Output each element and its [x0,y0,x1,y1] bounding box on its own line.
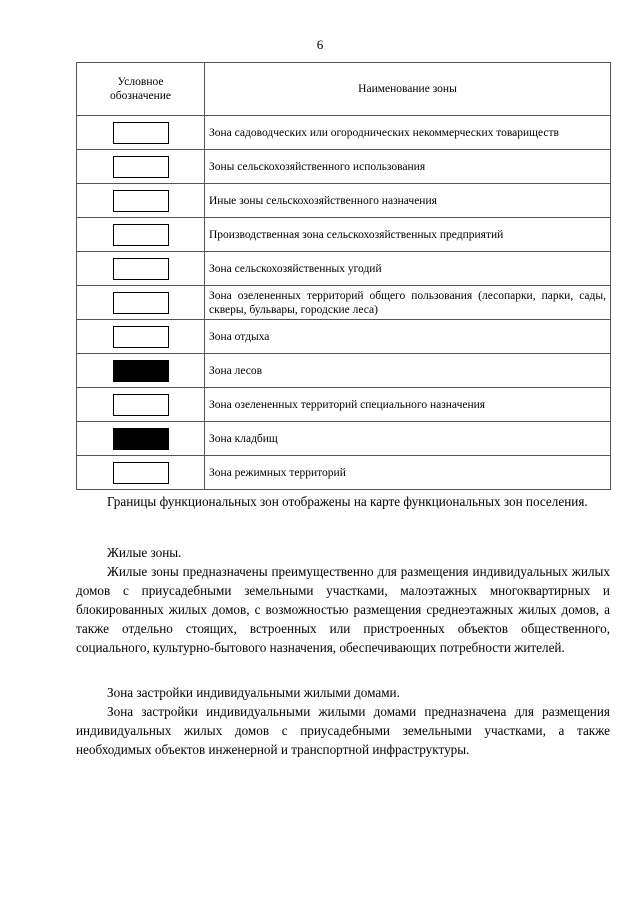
legend-zone-name: Зона отдыха [205,320,611,354]
outline-zone-swatch [113,156,169,178]
outline-zone-swatch [113,258,169,280]
legend-symbol-cell [77,252,205,286]
page-number: 6 [316,37,324,52]
outline-zone-swatch [113,326,169,348]
residential-zones-heading: Жилые зоны. [107,545,182,560]
legend-symbol-cell [77,116,205,150]
symbol-column-header: Условное обозначение [77,63,205,116]
residential-zones-paragraph: Жилые зоны предназначены преимущественно для размещения индивидуальных жилых домов с приусадебными земельными участками, малоэтажных многоквартирных и блокированных жилых домов, с возможностью размещения среднеэтажных жилых домов, а также отдельно стоящих, встроенных или пристроенных объектов общественного, социального, культурно-бытового назначения, обеспечивающих потребности жителей. [76,564,610,655]
outline-zone-swatch [113,394,169,416]
individual-housing-paragraph: Зона застройки индивидуальными жилыми домами предназначена для размещения индивидуальных жилых домов с приусадебными земельными участками, а также необходимых объектов инженерной и транспортной инфраструктуры. [76,704,610,757]
individual-housing-heading: Зона застройки индивидуальными жилыми домами. [107,685,400,700]
legend-row [77,354,611,388]
legend-row [77,422,611,456]
legend-row [77,252,611,286]
filled-zone-swatch [113,428,169,450]
legend-symbol-cell [77,354,205,388]
outline-zone-swatch [113,292,169,314]
boundaries-paragraph-block [76,492,610,511]
filled-zone-swatch [113,360,169,382]
legend-zone-name: Иные зоны сельскохозяйственного назначения [205,184,611,218]
legend-symbol-cell [77,218,205,252]
legend-zone-name: Зоны сельскохозяйственного использования [205,150,611,184]
legend-symbol-cell [77,184,205,218]
legend-row [77,320,611,354]
zone-legend-table [76,62,611,490]
legend-zone-name: Зона режимных территорий [205,456,611,490]
legend-symbol-cell [77,150,205,184]
legend-row [77,388,611,422]
legend-zone-name: Производственная зона сельскохозяйственных предприятий [205,218,611,252]
legend-row [77,150,611,184]
legend-zone-name: Зона озелененных территорий общего пользования (лесопарки, парки, сады, скверы, бульвары, городские леса) [205,286,611,320]
outline-zone-swatch [113,462,169,484]
legend-zone-name: Зона садоводческих или огороднических некоммерческих товариществ [205,116,611,150]
name-column-header: Наименование зоны [205,63,611,116]
legend-symbol-cell [77,456,205,490]
legend-body [77,116,611,490]
legend-zone-name: Зона сельскохозяйственных угодий [205,252,611,286]
legend-header-row [77,63,611,116]
boundaries-paragraph: Границы функциональных зон отображены на карте функциональных зон поселения. [107,494,588,509]
residential-zones-section [76,543,610,657]
legend-row [77,456,611,490]
legend-row [77,184,611,218]
legend-symbol-cell [77,422,205,456]
outline-zone-swatch [113,122,169,144]
legend-symbol-cell [77,320,205,354]
outline-zone-swatch [113,190,169,212]
legend-symbol-cell [77,286,205,320]
legend-symbol-cell [77,388,205,422]
individual-housing-section [76,683,610,759]
legend-row [77,218,611,252]
legend-row [77,286,611,320]
outline-zone-swatch [113,224,169,246]
legend-zone-name: Зона озелененных территорий специального назначения [205,388,611,422]
legend-zone-name: Зона кладбищ [205,422,611,456]
legend-row [77,116,611,150]
legend-zone-name: Зона лесов [205,354,611,388]
